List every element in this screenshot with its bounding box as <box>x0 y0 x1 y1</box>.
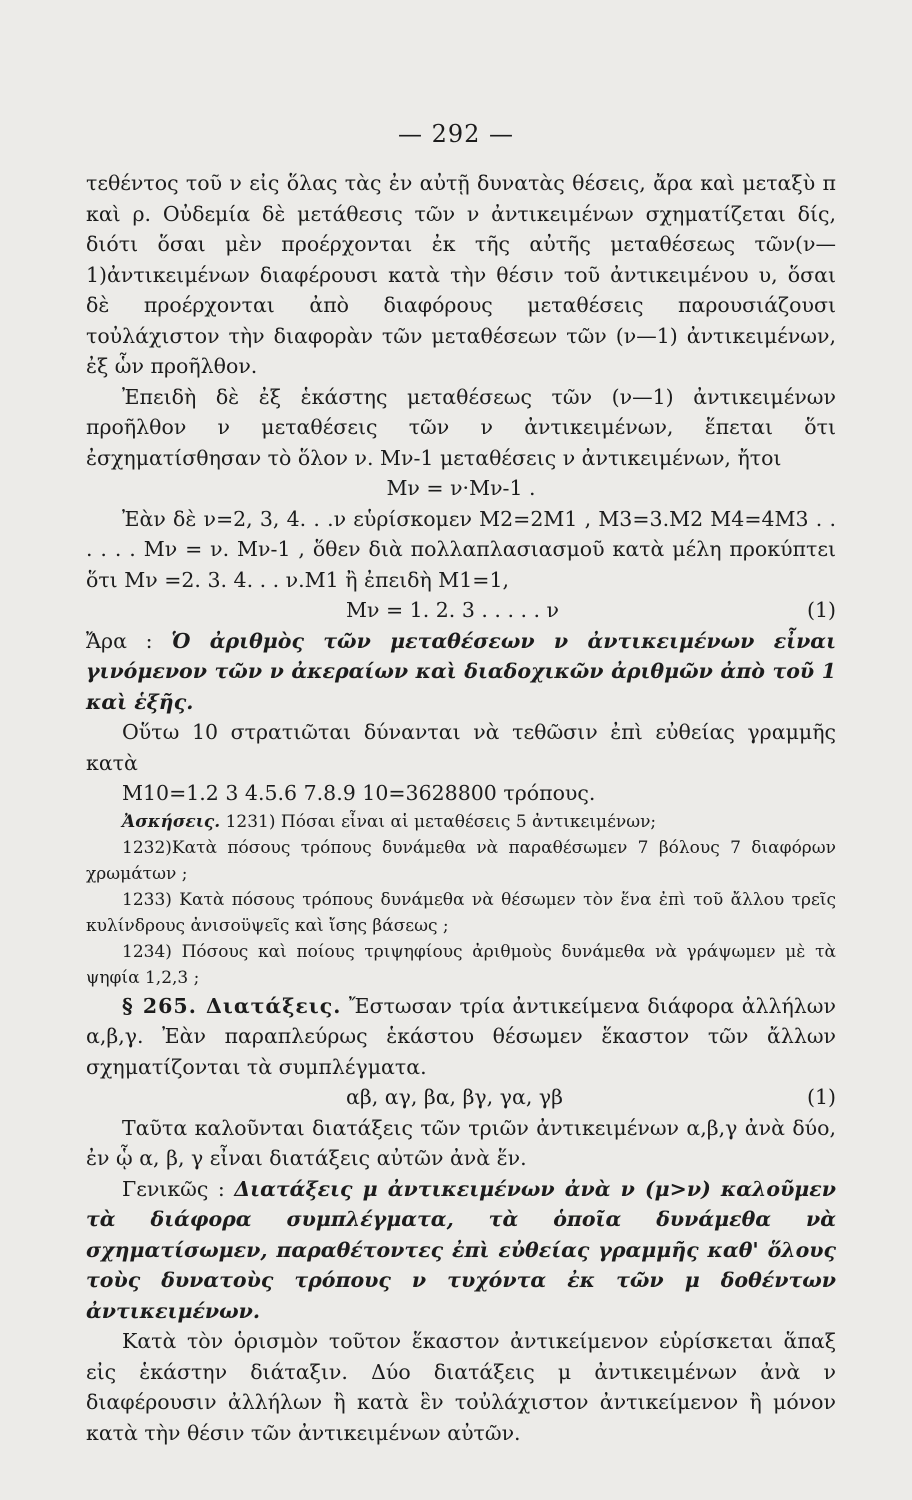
formula-recurrence: Mν = ν·Mν-1 . <box>386 476 536 500</box>
formula-factorial-expr: Mν = 1. 2. 3 . . . . . ν <box>346 598 559 622</box>
definition-text: Διατάξεις μ ἀντικειμένων ἀνὰ ν (μ>ν) καλοῦμεν τὰ διάφορα συμπλέγματα, τὰ ὁποῖα δυνάμεθα νὰ σχηματίσωμεν, παραθέτοντες ἐπὶ εὐθείας γραμμῆς καθ' ὅλους τοὺς δυνατοὺς τρόπους ν τυχόντα ἐκ τῶν μ δοθέντων ἀντικειμένων. <box>86 1176 836 1323</box>
section-body: Ἔστωσαν τρία ἀντικείμενα διάφορα ἀλλήλων α,β,γ. Ἐὰν παραπλεύρως ἑκάστου θέσωμεν ἕκαστον τῶν ἄλλων σχηματίζονται τὰ συμπλέγματα. <box>86 993 836 1079</box>
paragraph-4: Οὕτω 10 στρατιῶται δύνανται νὰ τεθῶσιν ἐπὶ εὐθείας γραμμῆς κατὰ <box>86 720 836 775</box>
exercise-1 <box>86 809 836 835</box>
exercise-4: 1234) Πόσους καὶ ποίους τριψηφίους ἀριθμοὺς δυνάμεθα νὰ γράψωμεν μὲ τὰ ψηφία 1,2,3 ; <box>86 941 836 988</box>
exercise-2: 1232)Κατὰ πόσους τρόπους δυνάμεθα νὰ παραθέσωμεν 7 βόλους 7 διαφόρων χρωμάτων ; <box>86 837 836 884</box>
body-text <box>86 168 836 1448</box>
section-265 <box>86 991 836 1083</box>
paragraph-6: Κατὰ τὸν ὁρισμὸν τοῦτον ἕκαστον ἀντικείμενον εὑρίσκεται ἅπαξ εἰς ἑκάστην διάταξιν. Δύο διατάξεις μ ἀντικειμένων ἀνὰ ν διαφέρουσιν ἀλλήλων ἢ κατὰ ἓν τοὐλάχιστον ἀντικείμενον ἢ μόνον κατὰ τὴν θέσιν τῶν ἀντικειμένων αὐτῶν. <box>86 1329 836 1445</box>
exercise-3: 1233) Κατὰ πόσους τρόπους δυνάμεθα νὰ θέσωμεν τὸν ἕνα ἐπὶ τοῦ ἄλλου τρεῖς κυλίνδρους ἀνισοϋψεῖς καὶ ἴσης βάσεως ; <box>86 889 836 936</box>
theorem-lead: Ἄρα : <box>86 628 153 653</box>
page-number: — 292 — <box>397 120 515 148</box>
theorem-text: Ὁ ἀριθμὸς τῶν μεταθέσεων ν ἀντικειμένων εἶναι γινόμενον τῶν ν ἀκεραίων καὶ διαδοχικῶν ἀριθμῶν ἀπὸ τοῦ 1 καὶ ἑξῆς. <box>86 628 836 714</box>
formula-arrangements-number: (1) <box>806 1085 836 1109</box>
paragraph-5: Ταῦτα καλοῦνται διατάξεις τῶν τριῶν ἀντικειμένων α,β,γ ἀνὰ δύο, ἐν ᾧ α, β, γ εἶναι διατάξεις αὐτῶν ἀνὰ ἕν. <box>86 1115 836 1170</box>
formula-arrangements-expr: αβ, αγ, βα, βγ, γα, γβ <box>346 1085 563 1109</box>
paragraph-3: Ἐὰν δὲ ν=2, 3, 4. . .ν εὑρίσκομεν M2=2M1 , M3=3.M2 M4=4M3 . . . . . . Mν = ν. Mν-1 , ὅθεν διὰ πολλαπλασιασμοῦ κατὰ μέλη προκύπτει ὅτι Mν =2. 3. 4. . . ν.M1 ἢ ἐπειδὴ M1=1, <box>86 506 836 592</box>
definition-arrangements <box>86 1174 836 1327</box>
formula-arrangements <box>86 1082 836 1113</box>
definition-lead: Γενικῶς : <box>122 1176 225 1201</box>
theorem-permutations <box>86 626 836 718</box>
paragraph-2: Ἐπειδὴ δὲ ἐξ ἑκάστης μεταθέσεως τῶν (ν—1) ἀντικειμένων προῆλθον ν μεταθέσεις τῶν ν ἀντικειμένων, ἕπεται ὅτι ἐσχηματίσθησαν τὸ ὅλον ν. Mν-1 μεταθέσεις ν ἀντικειμένων, ἤτοι <box>86 384 836 470</box>
formula-factorial <box>86 595 836 626</box>
formula-m10: M10=1.2 3 4.5.6 7.8.9 10=3628800 τρόπους. <box>122 781 596 805</box>
exercise-1-text: 1231) Πόσαι εἶναι αἱ μεταθέσεις 5 ἀντικειμένων; <box>225 811 657 832</box>
exercises-lead: Ἀσκήσεις. <box>122 811 221 832</box>
section-heading: § 265. Διατάξεις. <box>122 993 342 1018</box>
formula-factorial-number: (1) <box>806 598 836 622</box>
exercises <box>86 809 836 991</box>
paragraph-1: τεθέντος τοῦ ν εἰς ὅλας τὰς ἐν αὐτῇ δυνατὰς θέσεις, ἄρα καὶ μεταξὺ π καὶ ρ. Οὐδεμία δὲ μετάθεσις τῶν ν ἀντικειμένων σχηματίζεται δίς, διότι ὅσαι μὲν προέρχονται ἐκ τῆς αὐτῆς μεταθέσεως τῶν(ν—1)ἀντικειμένων διαφέρουσι κατὰ τὴν θέσιν τοῦ ἀντικειμένου υ, ὅσαι δὲ προέρχονται ἀπὸ διαφόρους μεταθέσεις παρουσιάζουσι τοὐλάχιστον τὴν διαφορὰν τῶν μεταθέσεων τῶν (ν—1) ἀντικειμένων, ἐξ ὧν προῆλθον. <box>86 171 836 378</box>
